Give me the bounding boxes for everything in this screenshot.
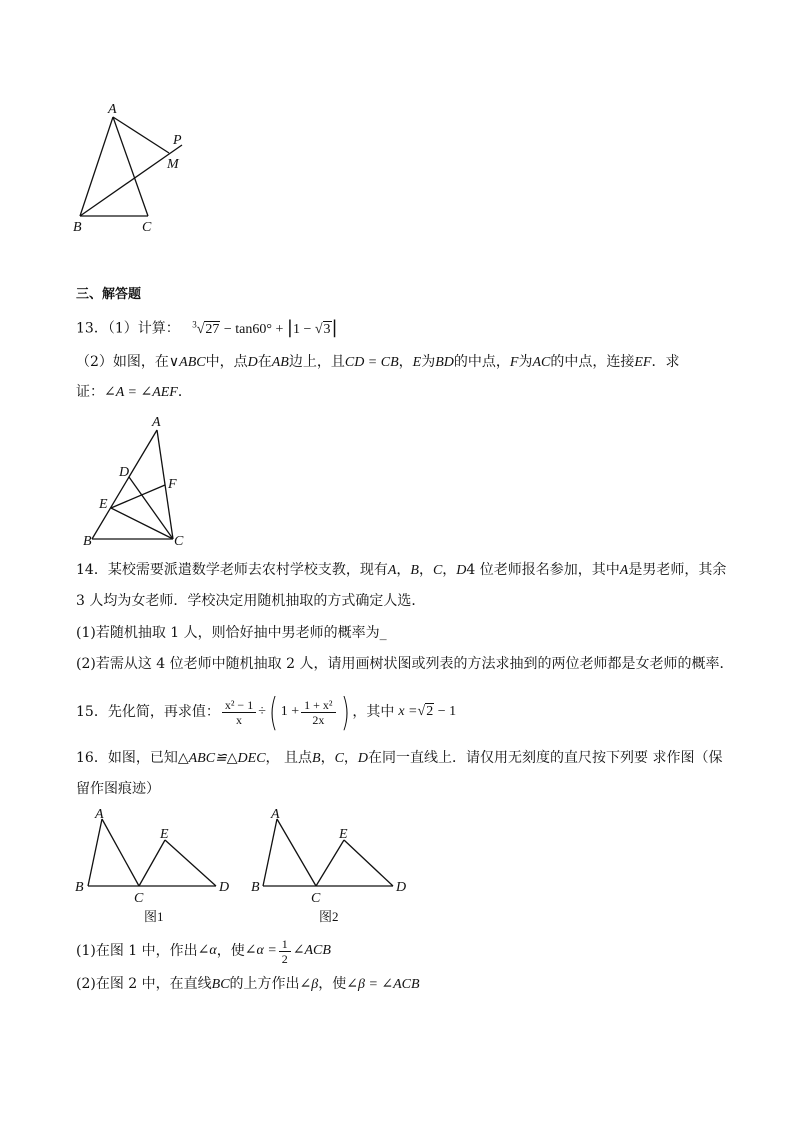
label-a: A bbox=[108, 102, 117, 117]
segment-am bbox=[113, 117, 169, 153]
label-d: D bbox=[219, 880, 230, 895]
figure-q16-fig2 bbox=[245, 803, 415, 928]
m: △ABC≌△DEC bbox=[177, 751, 266, 766]
m: ∠α bbox=[197, 943, 217, 958]
t: ， bbox=[442, 562, 457, 578]
sqrt-radicand: 3 bbox=[323, 321, 331, 337]
m: A bbox=[387, 563, 397, 578]
segment-ef bbox=[111, 485, 165, 508]
m: B bbox=[312, 751, 321, 766]
segment-ab bbox=[80, 117, 113, 216]
segment-cd bbox=[129, 477, 173, 539]
q16-line2: 留作图痕迹） bbox=[76, 781, 160, 797]
t: 边上，且 bbox=[288, 354, 345, 370]
label-b: B bbox=[83, 534, 92, 549]
m: ∨ABC bbox=[168, 355, 206, 370]
m: BC bbox=[211, 977, 230, 992]
m: ∠β bbox=[299, 977, 319, 992]
label-a: A bbox=[271, 807, 280, 822]
m: ∠A = ∠AEF bbox=[104, 385, 178, 400]
half-den: 2 bbox=[281, 951, 288, 966]
t: ， bbox=[396, 562, 411, 578]
m: D bbox=[357, 751, 369, 766]
t: ．求 bbox=[651, 354, 680, 370]
m: A bbox=[619, 563, 629, 578]
q14-line2: 3 人均为女老师．学校决定用随机抽取的方式确定人选． bbox=[76, 593, 426, 609]
t: 4 位老师报名参加，其中 bbox=[466, 562, 620, 578]
m: B bbox=[410, 563, 419, 578]
m: ∠ACB bbox=[292, 943, 331, 958]
q13-p1-prefix: 13．（1）计算： bbox=[76, 320, 180, 337]
q15-minus-one: − 1 bbox=[434, 704, 457, 719]
t: 的上方作出 bbox=[229, 976, 300, 992]
t: 在 bbox=[257, 354, 272, 370]
q16-sub2 bbox=[76, 974, 420, 995]
t: 的中点，连接 bbox=[550, 354, 635, 370]
segment-ce bbox=[111, 508, 173, 539]
q13-expression: $^3$√27 − tan60° + |1 − √3| bbox=[192, 316, 338, 338]
t: 证： bbox=[76, 384, 104, 400]
q14-line1 bbox=[76, 560, 726, 581]
half-num: 1 bbox=[279, 937, 291, 952]
t: ， bbox=[398, 354, 413, 370]
m: AC bbox=[532, 355, 551, 370]
t: ， bbox=[320, 750, 335, 766]
segment-ac bbox=[113, 117, 148, 216]
segment-ce bbox=[316, 840, 344, 886]
m: ∠α = bbox=[244, 943, 277, 958]
m: C bbox=[432, 563, 443, 578]
m: D bbox=[456, 563, 467, 578]
segment-ac bbox=[102, 819, 139, 886]
t: 是男老师，其余 bbox=[628, 562, 727, 578]
label-c: C bbox=[174, 534, 184, 549]
t: 为 bbox=[518, 354, 533, 370]
m: AB bbox=[271, 355, 289, 370]
t: (1)在图 1 中，作出 bbox=[76, 943, 198, 959]
m: C bbox=[334, 751, 344, 766]
segment-ac bbox=[277, 819, 316, 886]
m: D bbox=[247, 355, 258, 370]
m: ∠β = ∠ACB bbox=[346, 977, 420, 992]
q15-line: 15．先化简，再求值： $\frac{\text{x² − 1}}{x}$ ÷ ( 1 + $\frac{\text{1 + x²}}{2x}$ ) ，其中 x = √2 − 1 bbox=[76, 690, 457, 734]
segment-ab bbox=[88, 819, 102, 886]
t: 15．先化简，再求值： bbox=[76, 704, 220, 720]
q13-part2-line1 bbox=[76, 352, 679, 373]
label-a: A bbox=[95, 807, 104, 822]
label-b: B bbox=[73, 220, 82, 235]
t: ， bbox=[343, 750, 358, 766]
label-m: M bbox=[167, 157, 179, 172]
t: ． bbox=[177, 384, 192, 400]
q15-frac2 bbox=[301, 698, 335, 727]
label-b: B bbox=[75, 880, 84, 895]
t: （2）如图，在 bbox=[76, 354, 169, 370]
label-b: B bbox=[251, 880, 260, 895]
label-c: C bbox=[311, 891, 321, 906]
q14-line3: (1)若随机抽取 1 人，则恰好抽中男老师的概率为_ bbox=[76, 625, 387, 641]
label-a: A bbox=[152, 415, 161, 430]
m: E bbox=[412, 355, 422, 370]
t: 的中点， bbox=[453, 354, 510, 370]
figure-triangle-abc-pm bbox=[60, 95, 220, 245]
q15-one-plus: 1 + bbox=[280, 704, 300, 719]
t: 中，点 bbox=[205, 354, 248, 370]
label-f: F bbox=[168, 477, 177, 492]
t: 在同一直线上．请仅用无刻度的直尺按下列要 求作图（保 bbox=[368, 750, 723, 766]
segment-ed bbox=[165, 840, 216, 886]
figure-q16-fig1 bbox=[70, 803, 240, 928]
label-e: E bbox=[99, 497, 108, 512]
q13-part2-line2 bbox=[76, 382, 192, 403]
ray-bp bbox=[80, 145, 182, 216]
q15-x-eq: x = bbox=[398, 704, 418, 719]
t: 16．如图，已知 bbox=[76, 750, 178, 766]
label-c: C bbox=[142, 220, 152, 235]
frac1-den: x bbox=[236, 712, 243, 727]
label-d: D bbox=[396, 880, 407, 895]
t: (2)在图 2 中，在直线 bbox=[76, 976, 212, 992]
label-p: P bbox=[173, 133, 182, 148]
label-c: C bbox=[134, 891, 144, 906]
label-e: E bbox=[339, 827, 348, 842]
t: ，使 bbox=[318, 976, 347, 992]
segment-ab bbox=[92, 430, 157, 539]
t: ， 且点 bbox=[265, 750, 312, 766]
segment-ed bbox=[344, 840, 393, 886]
segment-ab bbox=[263, 819, 277, 886]
q16-half bbox=[279, 937, 291, 966]
figure-caption-2: 图2 bbox=[319, 909, 339, 924]
m: CD = CB bbox=[344, 355, 399, 370]
q14-line4: (2)若需从这 4 位老师中随机抽取 2 人，请用画树状图或列表的方法求抽到的两位老师都是女老师的概率． bbox=[76, 656, 734, 672]
t: ，其中 bbox=[352, 704, 395, 720]
t: 14．某校需要派遣数学老师去农村学校支教，现有 bbox=[76, 562, 388, 578]
t: ， bbox=[418, 562, 433, 578]
q16-line1 bbox=[76, 748, 722, 769]
q16-sub1 bbox=[76, 934, 331, 968]
label-e: E bbox=[160, 827, 169, 842]
cbrt-index: 3 bbox=[192, 319, 197, 329]
q13-part1 bbox=[76, 314, 338, 340]
t: 为 bbox=[421, 354, 436, 370]
q13-mid: − tan60° + bbox=[220, 321, 287, 337]
figure-q13-triangle bbox=[75, 408, 205, 550]
label-d: D bbox=[119, 465, 130, 480]
q15-sqrt-radicand: 2 bbox=[426, 704, 434, 719]
t: ，使 bbox=[216, 943, 245, 959]
frac1-num: x² − 1 bbox=[222, 698, 256, 713]
section-title: 三、解答题 bbox=[76, 287, 142, 302]
m: BD bbox=[435, 355, 454, 370]
frac2-num: 1 + x² bbox=[301, 698, 335, 713]
m: F bbox=[509, 355, 519, 370]
m: EF bbox=[634, 355, 652, 370]
q15-frac1 bbox=[222, 698, 256, 727]
frac2-den: 2x bbox=[312, 712, 325, 727]
abs-left: 1 − bbox=[292, 321, 315, 337]
figure-caption-1: 图1 bbox=[144, 909, 164, 924]
q15-div: ÷ bbox=[258, 704, 266, 719]
cbrt-radicand: 27 bbox=[205, 321, 220, 337]
segment-ce bbox=[139, 840, 165, 886]
